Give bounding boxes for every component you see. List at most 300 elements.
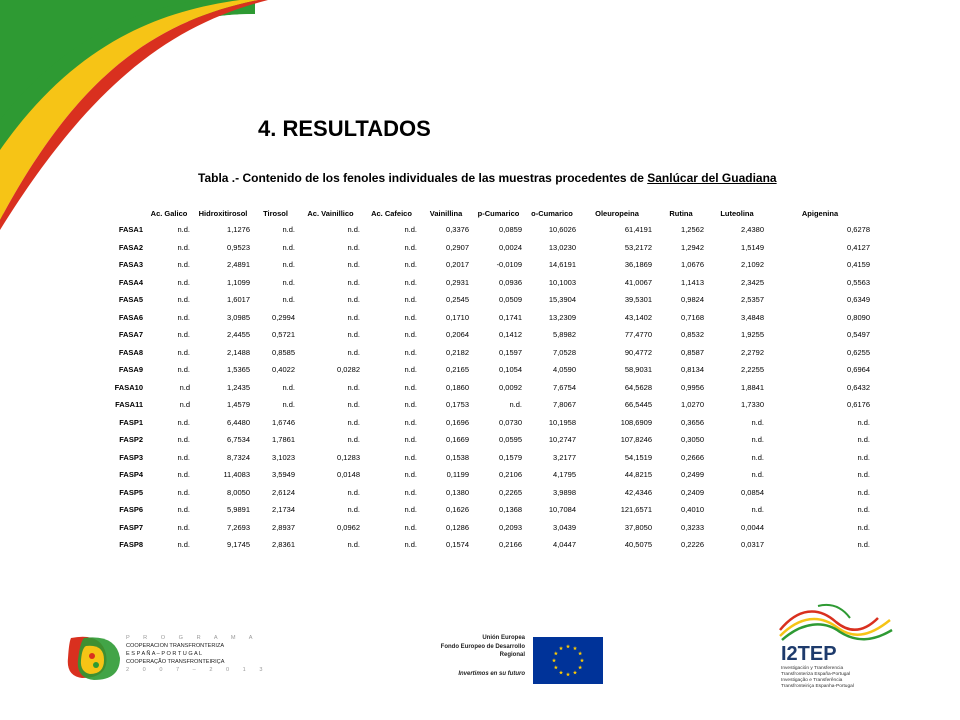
table-cell: 0,2666: [681, 452, 704, 462]
eu-star-icon: [554, 651, 558, 655]
table-cell: 1,1276: [227, 225, 250, 235]
column-header: o-Cumarico: [531, 208, 573, 218]
caption-location: Sanlúcar del Guadiana: [647, 171, 777, 185]
table-cell: 0,5563: [847, 277, 870, 287]
table-cell: 0,2545: [446, 295, 469, 305]
table-cell: n.d.: [404, 295, 417, 305]
table-cell: 44,8215: [624, 470, 652, 480]
table-cell: 43,1402: [624, 312, 652, 322]
table-cell: 0,0936: [499, 277, 522, 287]
table-cell: 58,9031: [624, 365, 652, 375]
eu-star-icon: [578, 665, 582, 669]
table-cell: 1,4579: [227, 400, 250, 410]
table-cell: 2,3425: [741, 277, 764, 287]
row-label: FASA9: [118, 365, 143, 375]
eu-star-icon: [566, 644, 570, 648]
table-cell: 15,3904: [548, 295, 576, 305]
table-row: [103, 256, 873, 274]
table-cell: 10,7084: [548, 505, 576, 515]
table-cell: 2,5357: [741, 295, 764, 305]
table-cell: 0,7168: [681, 312, 704, 322]
table-cell: n.d.: [857, 470, 870, 480]
table-cell: 3,9898: [553, 487, 576, 497]
table-cell: 0,0317: [741, 540, 764, 550]
table-cell: 9,1745: [227, 540, 250, 550]
table-cell: 41,0067: [624, 277, 652, 287]
table-cell: 0,3656: [681, 417, 704, 427]
table-cell: n.d.: [751, 505, 764, 515]
table-cell: 0,2182: [446, 347, 469, 357]
table-cell: n.d.: [177, 435, 190, 445]
table-cell: n.d.: [404, 347, 417, 357]
table-cell: n.d.: [347, 277, 360, 287]
table-cell: 0,1860: [446, 382, 469, 392]
table-cell: 1,8841: [741, 382, 764, 392]
table-cell: n.d.: [282, 382, 295, 392]
column-header: Ac. Galico: [150, 208, 188, 218]
table-cell: 7,2693: [227, 522, 250, 532]
table-cell: n.d.: [347, 242, 360, 252]
table-cell: 0,1380: [446, 487, 469, 497]
table-body: [103, 221, 873, 554]
table-cell: 10,1003: [548, 277, 576, 287]
table-cell: 0,6432: [847, 382, 870, 392]
row-label: FASP2: [119, 435, 143, 445]
table-cell: 0,0024: [499, 242, 522, 252]
poctep-line: COOPERAÇÃO TRANSFRONTEIRIÇA: [126, 659, 225, 665]
table-cell: 3,2177: [553, 452, 576, 462]
row-label: FASA7: [118, 330, 143, 340]
table-cell: 0,1626: [446, 505, 469, 515]
row-label: FASP5: [119, 487, 143, 497]
table-cell: n.d.: [404, 242, 417, 252]
row-label: FASP4: [119, 470, 143, 480]
table-cell: 10,6026: [548, 225, 576, 235]
table-row: [103, 414, 873, 432]
table-cell: n.d.: [177, 522, 190, 532]
table-cell: 54,1519: [624, 452, 652, 462]
table-cell: 0,2106: [499, 470, 522, 480]
table-cell: 107,8246: [620, 435, 652, 445]
table-cell: 7,6754: [553, 382, 576, 392]
table-cell: 0,2265: [499, 487, 522, 497]
table-cell: 37,8050: [624, 522, 652, 532]
row-label: FASA6: [118, 312, 143, 322]
table-row: [103, 519, 873, 537]
table-cell: n.d.: [282, 260, 295, 270]
table-cell: 0,2166: [499, 540, 522, 550]
table-cell: 1,0676: [681, 260, 704, 270]
eu-line: Unión Europea: [482, 635, 525, 641]
table-row: [103, 239, 873, 257]
column-header-sample: [103, 205, 145, 221]
table-cell: 0,4127: [847, 242, 870, 252]
table-cell: 2,8361: [272, 540, 295, 550]
table-cell: 0,9523: [227, 242, 250, 252]
table-cell: n.d.: [282, 400, 295, 410]
table-cell: n.d.: [177, 312, 190, 322]
i2tep-line: Investigación y Transferencia: [781, 666, 844, 671]
table-cell: 40,5075: [624, 540, 652, 550]
page-title: 4. RESULTADOS: [258, 116, 431, 141]
table-cell: 0,0044: [741, 522, 764, 532]
table-cell: 0,8585: [272, 347, 295, 357]
table-cell: 36,1869: [624, 260, 652, 270]
table-cell: 6,4480: [227, 417, 250, 427]
table-cell: 0,2226: [681, 540, 704, 550]
table-cell: 8,0050: [227, 487, 250, 497]
table-cell: n.d.: [282, 277, 295, 287]
table-cell: 0,1538: [446, 452, 469, 462]
eu-star-icon: [573, 646, 577, 650]
table-cell: n.d.: [404, 277, 417, 287]
table-cell: n.d.: [347, 330, 360, 340]
row-label: FASP8: [119, 540, 143, 550]
table-cell: 2,2255: [741, 365, 764, 375]
table-cell: 0,2907: [446, 242, 469, 252]
table-row: [103, 449, 873, 467]
eu-star-icon: [552, 658, 556, 662]
eu-star-icon: [580, 658, 584, 662]
corner-stripes-decoration: [0, 0, 270, 230]
table-cell: n.d.: [404, 225, 417, 235]
table-cell: n.d.: [404, 487, 417, 497]
i2tep-line: Investigação e Transferência: [781, 678, 843, 683]
table-row: [103, 309, 873, 327]
column-header: Ac. Cafeico: [371, 208, 412, 218]
i2tep-logo-icon: [778, 600, 896, 644]
table-cell: n.d.: [751, 435, 764, 445]
table-row: [103, 221, 873, 239]
table-cell: n.d.: [177, 295, 190, 305]
table-cell: 3,0439: [553, 522, 576, 532]
table-cell: n.d.: [282, 225, 295, 235]
table-cell: 1,5149: [741, 242, 764, 252]
table-cell: 0,2017: [446, 260, 469, 270]
table-cell: 0,8090: [847, 312, 870, 322]
table-cell: 0,2499: [681, 470, 704, 480]
table-cell: n.d.: [857, 417, 870, 427]
table-cell: n.d.: [404, 505, 417, 515]
table-cell: n.d.: [347, 295, 360, 305]
table-caption: [198, 171, 777, 185]
table-cell: 10,1958: [548, 417, 576, 427]
poctep-logo-icon: [66, 634, 124, 682]
table-cell: 1,6017: [227, 295, 250, 305]
table-cell: n.d.: [177, 540, 190, 550]
table-cell: n.d.: [347, 225, 360, 235]
table-cell: 0,8532: [681, 330, 704, 340]
table-cell: 10,2747: [548, 435, 576, 445]
caption-text: Tabla .- Contenido de los fenoles individuales de las muestras procedentes de: [198, 171, 648, 185]
table-cell: 3,5949: [272, 470, 295, 480]
table-cell: n.d.: [347, 382, 360, 392]
table-cell: 1,1413: [681, 277, 704, 287]
table-cell: 0,1286: [446, 522, 469, 532]
table-cell: n.d.: [347, 417, 360, 427]
column-header: Rutina: [669, 208, 693, 218]
table-cell: 2,4380: [741, 225, 764, 235]
table-cell: 2,1092: [741, 260, 764, 270]
table-cell: 8,7324: [227, 452, 250, 462]
row-label: FASA8: [118, 347, 143, 357]
table-cell: 64,5628: [624, 382, 652, 392]
table-cell: 5,9891: [227, 505, 250, 515]
table-cell: 1,9255: [741, 330, 764, 340]
i2tep-line: Transfronteiriça Espanha-Portugal: [781, 684, 854, 689]
row-label: FASA11: [115, 400, 143, 410]
table-cell: n.d.: [857, 452, 870, 462]
table-cell: 0,1741: [499, 312, 522, 322]
table-cell: n.d.: [404, 417, 417, 427]
table-cell: n.d: [179, 382, 190, 392]
table-cell: n.d.: [177, 487, 190, 497]
table-cell: n.d.: [177, 347, 190, 357]
table-cell: 0,9824: [681, 295, 704, 305]
table-cell: 0,1710: [446, 312, 469, 322]
table-cell: 90,4772: [624, 347, 652, 357]
table-cell: n.d.: [404, 260, 417, 270]
table-row: [103, 361, 873, 379]
row-label: FASA10: [114, 382, 143, 392]
table-cell: n.d.: [177, 260, 190, 270]
row-label: FASA1: [118, 225, 143, 235]
table-row: [103, 501, 873, 519]
table-cell: 7,8067: [553, 400, 576, 410]
poctep-line: P R O G R A M A: [126, 635, 259, 641]
column-header: Luteolina: [720, 208, 754, 218]
table-cell: 0,1574: [446, 540, 469, 550]
poctep-line: 2 0 0 7 – 2 0 1 3: [126, 667, 269, 673]
table-cell: 1,2435: [227, 382, 250, 392]
table-cell: n.d.: [404, 435, 417, 445]
eu-line: Regional: [499, 652, 525, 658]
row-label: FASP6: [119, 505, 143, 515]
column-header: Hidroxitirosol: [198, 208, 248, 218]
table-cell: 1,7330: [741, 400, 764, 410]
poctep-logo-block: [66, 634, 269, 682]
eu-star-icon: [566, 672, 570, 676]
column-header: Tirosol: [263, 208, 288, 218]
table-cell: 0,5721: [272, 330, 295, 340]
table-cell: 0,4159: [847, 260, 870, 270]
table-cell: 0,6964: [847, 365, 870, 375]
table-cell: 0,2165: [446, 365, 469, 375]
table-cell: n.d.: [347, 435, 360, 445]
table-cell: 0,1283: [337, 452, 360, 462]
table-cell: 0,4010: [681, 505, 704, 515]
table-cell: n.d.: [177, 242, 190, 252]
table-cell: n.d.: [751, 452, 764, 462]
table-cell: 0,6255: [847, 347, 870, 357]
table-cell: 5,8982: [553, 330, 576, 340]
table-cell: 14,6191: [548, 260, 576, 270]
table-cell: n.d.: [404, 522, 417, 532]
table-cell: n.d.: [347, 487, 360, 497]
table-cell: n.d.: [347, 505, 360, 515]
table-cell: n.d.: [404, 400, 417, 410]
table-cell: 1,0270: [681, 400, 704, 410]
table-cell: n.d.: [857, 540, 870, 550]
table-cell: n.d.: [404, 452, 417, 462]
i2tep-line: Transfronteriza España-Portugal: [781, 672, 851, 677]
column-header: Vainillina: [429, 208, 463, 218]
table-row: [103, 291, 873, 309]
table-cell: 1,5365: [227, 365, 250, 375]
table-cell: 0,2994: [272, 312, 295, 322]
table-cell: 6,7534: [227, 435, 250, 445]
table-cell: n.d.: [404, 312, 417, 322]
table-cell: 4,1795: [553, 470, 576, 480]
table-cell: 0,0092: [499, 382, 522, 392]
i2tep-logo-block: [778, 600, 896, 690]
eu-star-icon: [559, 646, 563, 650]
table-row: [103, 484, 873, 502]
table-cell: n.d.: [404, 365, 417, 375]
table-cell: n.d.: [347, 312, 360, 322]
table-row: [103, 431, 873, 449]
table-cell: 0,0595: [499, 435, 522, 445]
table-cell: 2,1488: [227, 347, 250, 357]
table-cell: 0,3050: [681, 435, 704, 445]
table-cell: 0,0859: [499, 225, 522, 235]
table-cell: 1,1099: [227, 277, 250, 287]
table-cell: n.d.: [177, 330, 190, 340]
table-cell: n.d.: [347, 347, 360, 357]
table-cell: 0,0509: [499, 295, 522, 305]
table-cell: n.d.: [857, 505, 870, 515]
table-cell: 0,9956: [681, 382, 704, 392]
table-cell: n.d.: [857, 487, 870, 497]
row-label: FASA4: [118, 277, 143, 287]
table-cell: n.d.: [282, 295, 295, 305]
row-label: FASP7: [119, 522, 143, 532]
table-cell: 0,1696: [446, 417, 469, 427]
table-cell: 0,8134: [681, 365, 704, 375]
table-cell: 53,2172: [624, 242, 652, 252]
table-cell: 4,0447: [553, 540, 576, 550]
table-cell: 0,1054: [499, 365, 522, 375]
i2tep-subtitle: [781, 666, 854, 690]
table-cell: 0,0282: [337, 365, 360, 375]
phenols-table: [103, 205, 873, 554]
table-cell: n.d.: [751, 470, 764, 480]
table-cell: n.d.: [177, 365, 190, 375]
table-cell: 0,6278: [847, 225, 870, 235]
table-cell: 0,1669: [446, 435, 469, 445]
eu-text-block: [413, 634, 525, 678]
eu-star-icon: [573, 670, 577, 674]
table-cell: n.d.: [347, 400, 360, 410]
table-cell: 77,4770: [624, 330, 652, 340]
table-cell: 121,6571: [620, 505, 652, 515]
eu-motto: Invertimos en su futuro: [458, 670, 525, 677]
table-cell: 0,2093: [499, 522, 522, 532]
eu-star-icon: [559, 670, 563, 674]
table-row: [103, 326, 873, 344]
table-cell: n.d.: [404, 540, 417, 550]
table-cell: 66,5445: [624, 400, 652, 410]
poctep-line: COOPERACION TRANSFRONTERIZA: [126, 643, 225, 649]
table-cell: n.d.: [509, 400, 522, 410]
table-cell: 1,6746: [272, 417, 295, 427]
column-header: Ac. Vainillico: [307, 208, 354, 218]
poctep-text: [126, 634, 268, 674]
table-row: [103, 344, 873, 362]
table-cell: 2,4891: [227, 260, 250, 270]
table-cell: 0,0730: [499, 417, 522, 427]
row-label: FASP1: [119, 417, 143, 427]
table-cell: 2,2792: [741, 347, 764, 357]
table-cell: 0,3376: [446, 225, 469, 235]
eu-line: Fondo Europeo de Desarrollo: [440, 643, 525, 650]
table-cell: 0,6349: [847, 295, 870, 305]
table-cell: 0,1199: [446, 470, 469, 480]
table-cell: 4,0590: [553, 365, 576, 375]
table-cell: 0,5497: [847, 330, 870, 340]
table-cell: 1,2562: [681, 225, 704, 235]
table-cell: 0,2064: [446, 330, 469, 340]
table-cell: n.d.: [857, 435, 870, 445]
table-row: [103, 536, 873, 554]
table-cell: 13,2309: [548, 312, 576, 322]
table-cell: 0,1753: [446, 400, 469, 410]
table-cell: 0,1579: [499, 452, 522, 462]
table-cell: 0,0962: [337, 522, 360, 532]
table-cell: 0,1412: [499, 330, 522, 340]
row-label: FASA2: [118, 242, 143, 252]
table-cell: 2,6124: [272, 487, 295, 497]
column-header: p-Cumarico: [477, 208, 520, 218]
table-cell: n.d.: [177, 452, 190, 462]
i2tep-name: I2TEP: [781, 643, 837, 665]
table-cell: 61,4191: [624, 225, 652, 235]
table-header-row: [103, 205, 873, 221]
table-cell: n.d.: [177, 277, 190, 287]
table-cell: 0,8587: [681, 347, 704, 357]
table-cell: n.d.: [177, 505, 190, 515]
table-cell: 0,2409: [681, 487, 704, 497]
table-cell: 108,6909: [620, 417, 652, 427]
table-cell: 3,0985: [227, 312, 250, 322]
eu-flag-icon: [533, 637, 603, 684]
table-cell: 2,1734: [272, 505, 295, 515]
poctep-line: E S P A Ñ A – P O R T U G A L: [126, 651, 203, 657]
table-cell: n.d: [179, 400, 190, 410]
table-cell: 0,6176: [847, 400, 870, 410]
table-cell: n.d.: [404, 382, 417, 392]
table-row: [103, 466, 873, 484]
table-cell: n.d.: [177, 225, 190, 235]
row-label: FASA5: [118, 295, 143, 305]
table-cell: n.d.: [282, 242, 295, 252]
column-header: Oleuropeina: [595, 208, 639, 218]
table-cell: n.d.: [404, 330, 417, 340]
table-cell: 7,0528: [553, 347, 576, 357]
table-cell: 0,1368: [499, 505, 522, 515]
row-label: FASP3: [119, 452, 143, 462]
column-header: Apigenina: [801, 208, 839, 218]
table-cell: 1,2942: [681, 242, 704, 252]
row-label: FASA3: [118, 260, 143, 270]
table-cell: n.d.: [751, 417, 764, 427]
table-row: [103, 274, 873, 292]
table-cell: 13,0230: [548, 242, 576, 252]
table-cell: 42,4346: [624, 487, 652, 497]
eu-star-icon: [554, 665, 558, 669]
table-cell: 39,5301: [624, 295, 652, 305]
table-cell: n.d.: [177, 417, 190, 427]
